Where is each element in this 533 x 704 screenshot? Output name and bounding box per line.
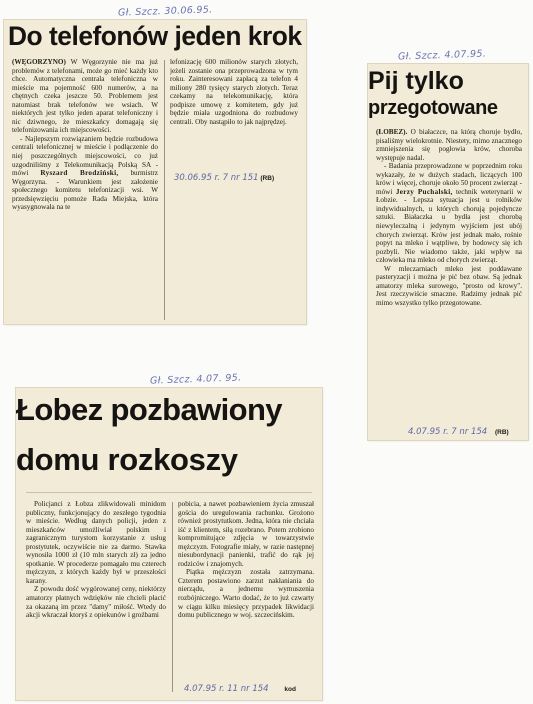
- article2-footer: [408, 427, 509, 437]
- article3-signature: kod: [284, 686, 296, 693]
- article1-quote-text: - Najlepszym rozwiązaniem będzie rozbudowa centrali telefonicznej w mieście i podłączenie do niej poszczególnych miejscowości, co już uzgodniliśmy z Telekomunikacją Polską SA - mówi: [12, 134, 158, 178]
- article2-quote-text: - Badania przeprowadzone w poprzednim roku wykazały, że w dużych stadach, liczących 100 krów i więcej, choruje około 50 procent zwierząt - mówi: [376, 162, 522, 196]
- article1-handwritten-date: 30.06.95 r. 7 nr 151: [174, 173, 259, 183]
- article3-column-1: [26, 500, 166, 696]
- article1-headline: Do telefonów jeden krok: [8, 21, 302, 51]
- article1-clipping: [4, 20, 306, 324]
- article1-quote-cont: burmistrz Węgorzyna. - Warunkiem jest założenie społecznego komitetu telefonizacji wsi. W przedsięwzięciu pomoże Rada Miejska, która wyasygnowała na te: [12, 169, 158, 212]
- article2-paragraph-3: W mleczarniach mleko jest poddawane pasteryzacji i można je pić bez obaw. Są jednak amatorzy mleka surowego, "prosto od krowy". Jest rzeczywiście smaczne. Radzimy jednak pić mimo wszystko tylko przegotowane.: [376, 264, 522, 307]
- article2-headline-line-2: przegotowane: [368, 97, 498, 119]
- article2-paragraph-2: [376, 162, 522, 265]
- article3-headline-line-1: Łobez pozbawiony: [16, 392, 282, 427]
- article2-lead-text: O białaczce, na którą choruje bydło, pisaliśmy wielokrotnie. Niestety, mimo znacznego zmniejszenia się pogłowia krów, choroba występuje nadal.: [376, 128, 522, 162]
- article3-handwritten-date: 4.07.95 r. 11 nr 154: [184, 684, 269, 694]
- article1-column-1: [12, 58, 158, 320]
- article2-handwritten-date: 4.07.95 r. 7 nr 154: [408, 427, 488, 437]
- article1-signature: (RB): [260, 175, 275, 182]
- article2-headline-line-1: Pij tylko: [368, 67, 464, 95]
- article1-lead-text: W Węgorzynie nie ma już problemów z telefonami, może go mieć każdy kto chce. Automatyczna centrala telefoniczna w mieście ma pojemność 600 numerów, a na chętnych czeka jeszcze 50. Problemem jest natomiast brak telefonów we wsiach. W niektórych jest tylko jeden aparat telefoniczny i nic dziwnego, że mieszkańcy domagają się telefonizowania ich miejscowości.: [12, 58, 158, 135]
- article2-dateline: (ŁOBEZ).: [376, 128, 408, 136]
- article1-footer: [174, 173, 274, 183]
- article2-signature: (RB): [494, 429, 509, 436]
- article3-column-2: [178, 500, 314, 680]
- article2-handwritten-source-note: Gł. Szcz. 4.07.95.: [397, 48, 487, 63]
- article2-clipping: [368, 64, 528, 440]
- article1-column-rule: [164, 60, 165, 320]
- article3-headline-line-2: domu rozkoszy: [16, 442, 238, 477]
- article1-paragraph-1: [12, 58, 158, 135]
- article1-column-2-text: lefonizację 600 milionów starych złotych, jeżeli zostanie ona przeprowadzona w tym roku. Zainteresowani zapłacą za telefon 4 miliony 280 tysięcy starych złotych. Teraz czekamy na telekomunikację, która podpisze umowę z komitetem, gdy już będzie miała uzgodniona do rozbudowy centrali. Oby nastąpiło to jak najprędzej.: [170, 58, 298, 126]
- article1-dateline: (WĘGORZYNO): [12, 58, 66, 66]
- article1-handwritten-source-note: Gł. Szcz. 30.06.95.: [117, 4, 213, 19]
- article2-body: [376, 128, 522, 424]
- article2-paragraph-1: [376, 128, 522, 162]
- article2-quote-cont: technik weterynarii w Łobzie. - Lepsza sytuacja jest u rolników indywidualnych, u których chorują pojedyncze sztuki. Białaczka u bydła jest chorobą niewyleczalną i jedynym wyjściem jest ubój chorych zwierząt. Krów jest jednak mało, rośnie popyt na mleko i wątpliwe, by hodowcy się ich pozbyli. Nie wiadomo także, jaki wpływ na człowieka ma mleko od chorych zwierząt.: [376, 187, 522, 265]
- article3-handwritten-source-note: Gł. Szcz. 4.07. 95.: [149, 372, 242, 387]
- article3-column-1-paragraph-2: Z powodu dość wygórowanej ceny, niektórzy amatorzy płatnych wdzięków nie chcieli płacić za okazaną im przez "damy" miłość. Wtedy do akcji wkraczał ktoryś z opiekunów i groźbami: [26, 585, 166, 620]
- article2-person-name: Jerzy Puchalski,: [395, 187, 453, 196]
- article3-column-rule: [172, 502, 173, 692]
- article1-column-2: [170, 58, 298, 174]
- article1-paragraph-2: [12, 135, 158, 212]
- article3-headline-rule: [26, 492, 312, 493]
- article3-footer: [184, 684, 296, 694]
- article1-person-name: Ryszard Brodziński,: [40, 169, 119, 178]
- article3-clipping: [16, 388, 322, 700]
- article3-column-1-paragraph-1: Policjanci z Łobza zlikwidowali minidom publiczny, funkcjonujący do zeszłego tygodnia w mieście. Według danych policji, jeden z mieszkańców umożliwiał polskim i zagranicznym turystom korzystanie z usług prostytutek, oczywiście nie za darmo. Stawka wynosiła 1000 zł (10 mln starych zł) za jedno spotkanie. W procederze pomagało mu czterech mężczyzn, z których każdy był w przeszłości karany.: [26, 500, 166, 585]
- article3-column-2-paragraph-2: Piątka mężczyzn została zatrzymana. Czterem postawiono zarzut nakłaniania do nierządu, a jednemu wymuszenia rozbójniczego. Warto dodać, że to już czwarty w ciągu kilku miesięcy przypadek likwidacji domu publicznego w woj. szczecińskim.: [178, 568, 314, 620]
- article3-column-2-paragraph-1: pobicia, a nawet pozbawieniem życia zmuszał gościa do uregulowania rachunku. Grożono również prostytutkom. Jedna, która nie chciała iść z klientem, siłą rozebrano. Potem zrobiono kompromitujące zdjęcia w towarzystwie mężczyzn. Fotografie miały, w razie następnej niesubordynacji panienki, trafić do rąk jej rodziców i znajomych.: [178, 500, 314, 568]
